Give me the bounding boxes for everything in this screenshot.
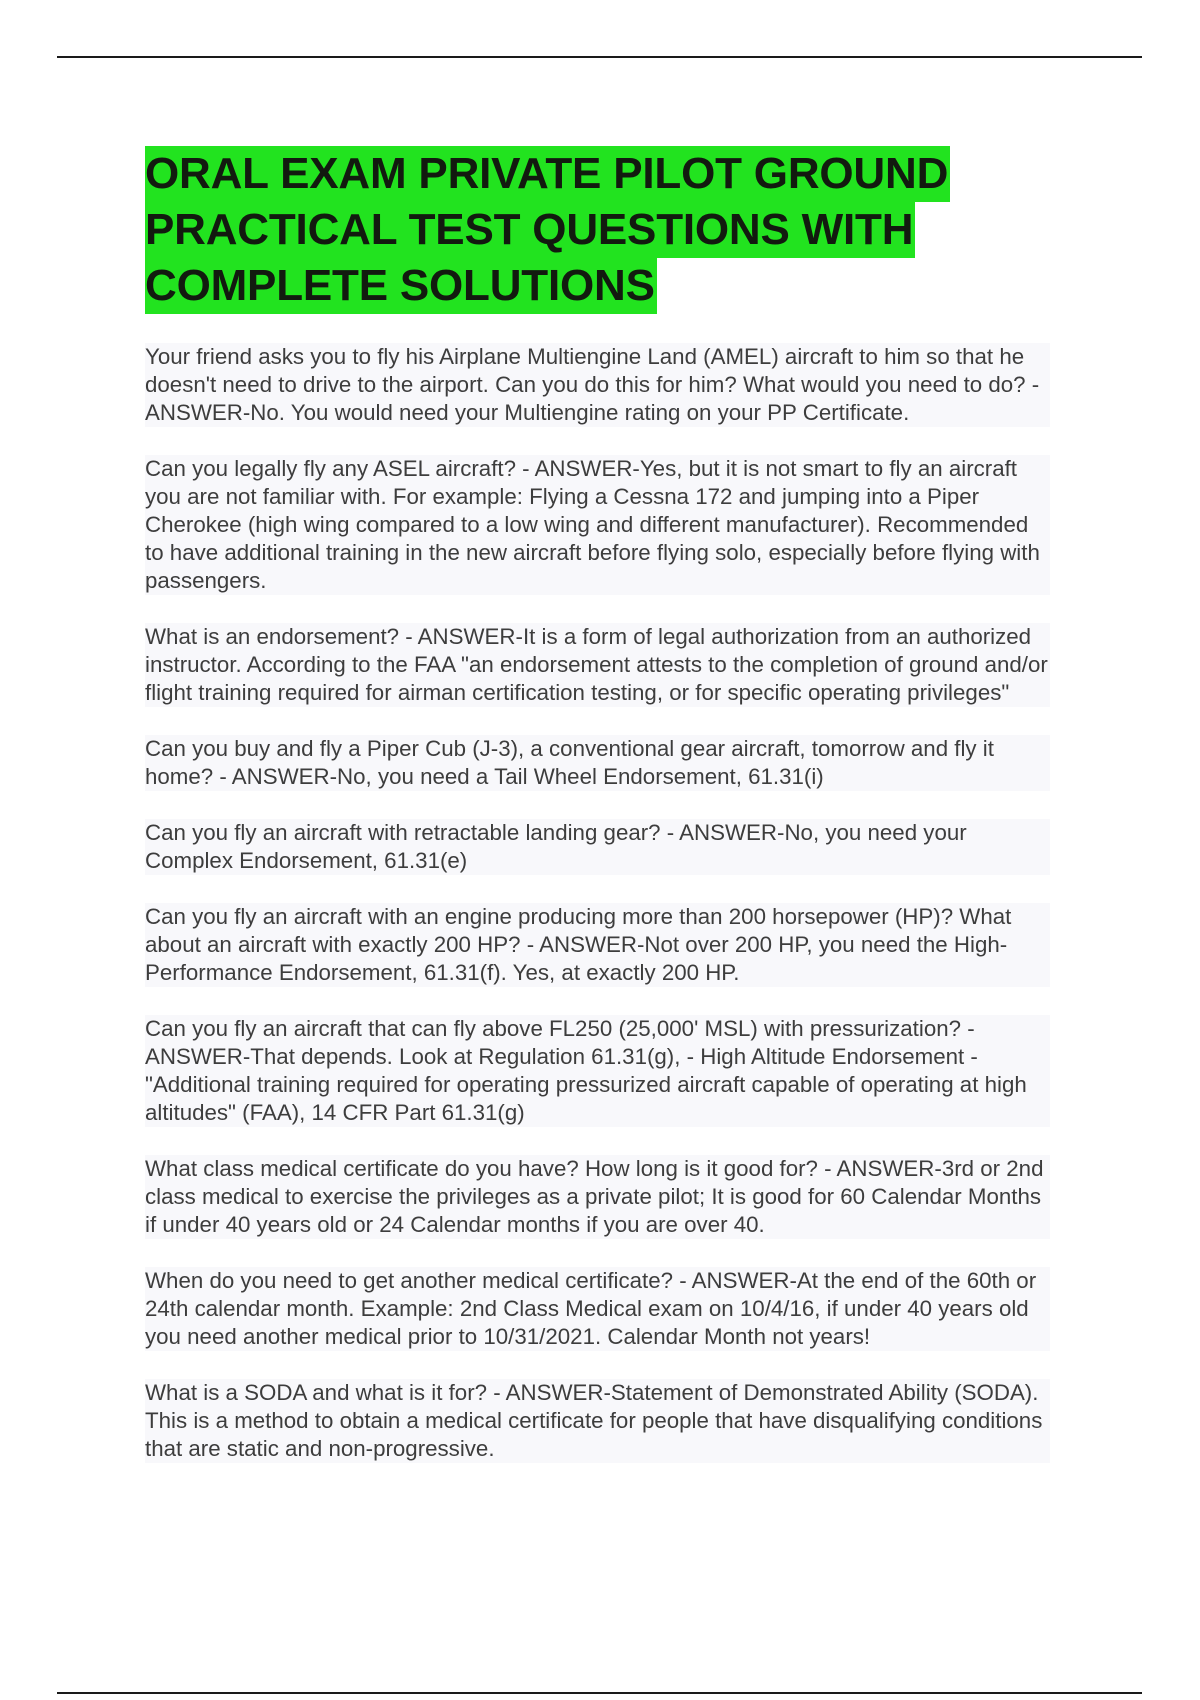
document-body bbox=[145, 146, 1065, 1491]
qa-item: What class medical certificate do you have? How long is it good for? - ANSWER-3rd or 2nd class medical to exercise the privileges as a private pilot; It is good for 60 Calendar Months if under 40 years old or 24 Calendar months if you are over 40. bbox=[145, 1155, 1050, 1239]
qa-item: Can you fly an aircraft that can fly above FL250 (25,000' MSL) with pressurization? - ANSWER-That depends. Look at Regulation 61.31(g), - High Altitude Endorsement -"Additional training required for operating pressurized aircraft capable of operating at high altitudes" (FAA), 14 CFR Part 61.31(g) bbox=[145, 1015, 1050, 1127]
qa-item: Can you buy and fly a Piper Cub (J-3), a conventional gear aircraft, tomorrow and fly it home? - ANSWER-No, you need a Tail Wheel Endorsement, 61.31(i) bbox=[145, 735, 1050, 791]
top-divider bbox=[57, 56, 1142, 58]
qa-list bbox=[145, 343, 1065, 1463]
qa-item: When do you need to get another medical certificate? - ANSWER-At the end of the 60th or 24th calendar month. Example: 2nd Class Medical exam on 10/4/16, if under 40 years old you need another medical prior to 10/31/2021. Calendar Month not years! bbox=[145, 1267, 1050, 1351]
qa-item: What is a SODA and what is it for? - ANSWER-Statement of Demonstrated Ability (SODA). This is a method to obtain a medical certificate for people that have disqualifying conditions that are static and non-progressive. bbox=[145, 1379, 1050, 1463]
qa-item: Your friend asks you to fly his Airplane Multiengine Land (AMEL) aircraft to him so that he doesn't need to drive to the airport. Can you do this for him? What would you need to do? - ANSWER-No. You would need your Multiengine rating on your PP Certificate. bbox=[145, 343, 1050, 427]
qa-item: Can you fly an aircraft with an engine producing more than 200 horsepower (HP)? What about an aircraft with exactly 200 HP? - ANSWER-Not over 200 HP, you need the High-Performance Endorsement, 61.31(f). Yes, at exactly 200 HP. bbox=[145, 903, 1050, 987]
document-title bbox=[145, 146, 1065, 314]
title-line-1: ORAL EXAM PRIVATE PILOT GROUND bbox=[145, 146, 950, 202]
qa-item: Can you fly an aircraft with retractable landing gear? - ANSWER-No, you need your Complex Endorsement, 61.31(e) bbox=[145, 819, 1050, 875]
qa-item: What is an endorsement? - ANSWER-It is a form of legal authorization from an authorized instructor. According to the FAA "an endorsement attests to the completion of ground and/or flight training required for airman certification testing, or for specific operating privileges" bbox=[145, 623, 1050, 707]
title-line-2: PRACTICAL TEST QUESTIONS WITH bbox=[145, 202, 915, 258]
qa-item: Can you legally fly any ASEL aircraft? - ANSWER-Yes, but it is not smart to fly an aircraft you are not familiar with. For example: Flying a Cessna 172 and jumping into a Piper Cherokee (high wing compared to a low wing and different manufacturer). Recommended to have additional training in the new aircraft before flying solo, especially before flying with passengers. bbox=[145, 455, 1050, 595]
title-line-3: COMPLETE SOLUTIONS bbox=[145, 258, 657, 314]
bottom-divider bbox=[57, 1692, 1142, 1694]
